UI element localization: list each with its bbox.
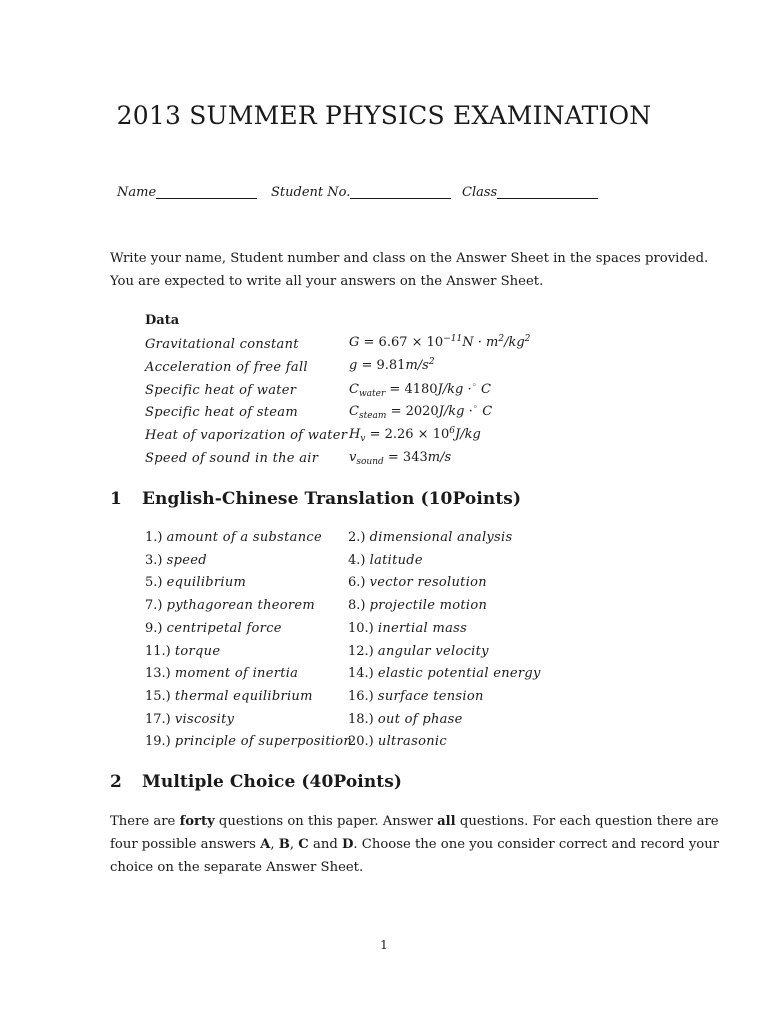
text: ,	[289, 837, 299, 852]
text: There are	[110, 814, 180, 829]
vocab-item	[348, 621, 467, 636]
instruction-line-1: Write your name, Student number and class on the Answer Sheet in the spaces provided.	[110, 251, 709, 266]
option-a: A	[260, 837, 271, 852]
vocab-number: 18.)	[348, 711, 374, 727]
text: questions. For each question there are	[455, 814, 719, 829]
option-d: D	[341, 837, 354, 852]
vocab-number: 12.)	[348, 643, 374, 659]
vocab-number: 2.)	[348, 530, 366, 545]
vocab-term: vector resolution	[369, 575, 487, 591]
option-b: B	[278, 837, 290, 852]
vocab-number: 1.)	[145, 530, 163, 545]
class-label: Class	[462, 185, 498, 200]
text: questions on this paper. Answer	[214, 814, 438, 829]
vocab-item	[348, 644, 489, 659]
vocab-term: speed	[166, 552, 207, 568]
vocab-item	[145, 644, 220, 659]
data-label: Specific heat of water	[145, 383, 297, 398]
data-label: Specific heat of steam	[145, 405, 298, 420]
vocab-number: 3.)	[145, 552, 163, 568]
data-value-vaporization: $H_v = 2.26 \times 10^6J/kg$	[349, 426, 481, 444]
text: and	[308, 837, 342, 852]
vocab-number: 14.)	[348, 666, 374, 682]
vocab-item	[145, 689, 313, 704]
vocab-item	[348, 734, 447, 749]
vocab-item	[145, 598, 315, 613]
vocab-item	[348, 689, 484, 704]
vocab-item	[145, 575, 246, 590]
data-value-gravitational: $G = 6.67 \times 10^{-11}N \cdot m^2/kg^2$	[349, 334, 531, 350]
vocab-number: 15.)	[145, 688, 171, 704]
data-value-heat-steam: $C_{steam} = 2020J/kg \cdot^◦$ C	[349, 403, 493, 421]
section-2-paragraph-line-3: choice on the separate Answer Sheet.	[110, 860, 364, 875]
class-blank	[497, 184, 598, 199]
vocab-term: pythagorean theorem	[166, 598, 316, 614]
vocab-term: angular velocity	[377, 643, 489, 659]
vocab-number: 7.)	[145, 598, 163, 614]
vocab-item	[145, 621, 282, 636]
vocab-term: latitude	[369, 552, 423, 568]
vocab-number: 17.)	[145, 711, 171, 727]
text: four possible answers	[110, 837, 261, 852]
vocab-item	[145, 666, 298, 681]
section-1-title: English-Chinese Translation (10Points)	[142, 489, 522, 509]
vocab-term: torque	[174, 643, 221, 659]
name-blank	[156, 184, 257, 199]
data-value-heat-water: $C_{water} = 4180J/kg \cdot^◦$ C	[349, 381, 492, 399]
vocab-item	[145, 553, 207, 568]
vocab-number: 9.)	[145, 620, 163, 636]
data-value-free-fall: $g = 9.81m/s^2$	[349, 357, 435, 373]
vocab-number: 19.)	[145, 734, 171, 750]
vocab-number: 13.)	[145, 666, 171, 682]
vocab-number: 6.)	[348, 575, 366, 591]
name-label: Name	[117, 185, 157, 200]
vocab-number: 20.)	[348, 734, 374, 750]
section-2-title: Multiple Choice (40Points)	[142, 772, 403, 792]
option-c: C	[298, 837, 309, 852]
section-2-number: 2	[110, 772, 122, 792]
data-value-sound: $v_{sound} = 343m/s$	[349, 450, 452, 467]
vocab-term: amount of a substance	[166, 530, 322, 545]
vocab-item	[348, 553, 423, 568]
vocab-term: out of phase	[377, 711, 463, 727]
data-heading: Data	[145, 313, 180, 328]
data-label: Gravitational constant	[145, 337, 299, 352]
student-no-blank	[350, 184, 451, 199]
student-no-label: Student No.	[271, 185, 351, 200]
vocab-item	[145, 712, 234, 727]
vocab-item	[348, 530, 512, 545]
vocab-item	[145, 734, 352, 749]
emphasis: all	[437, 814, 456, 829]
vocab-number: 5.)	[145, 575, 163, 591]
page-title: 2013 SUMMER PHYSICS EXAMINATION	[116, 101, 652, 130]
section-2-paragraph-line-2	[110, 837, 719, 852]
vocab-term: thermal equilibrium	[174, 688, 313, 704]
vocab-term: ultrasonic	[377, 734, 447, 750]
vocab-term: principle of superposition	[174, 734, 353, 750]
student-no-field	[271, 184, 451, 200]
vocab-item	[145, 530, 322, 545]
vocab-number: 11.)	[145, 643, 171, 659]
vocab-term: viscosity	[174, 711, 235, 727]
name-field	[117, 184, 257, 200]
vocab-number: 4.)	[348, 552, 366, 568]
vocab-number: 8.)	[348, 598, 366, 614]
vocab-number: 10.)	[348, 620, 374, 636]
page-number: 1	[380, 938, 388, 952]
vocab-term: equilibrium	[166, 575, 247, 591]
vocab-term: inertial mass	[377, 620, 468, 636]
emphasis: forty	[179, 814, 215, 829]
vocab-term: centripetal force	[166, 620, 282, 636]
section-2-paragraph-line-1	[110, 814, 719, 829]
vocab-item	[348, 712, 463, 727]
data-label: Heat of vaporization of water	[145, 428, 348, 443]
vocab-term: projectile motion	[369, 598, 488, 614]
vocab-item	[348, 598, 487, 613]
vocab-term: dimensional analysis	[369, 530, 513, 545]
data-label: Acceleration of free fall	[145, 360, 308, 375]
vocab-item	[348, 666, 541, 681]
vocab-item	[348, 575, 487, 590]
vocab-term: surface tension	[377, 688, 484, 704]
data-label: Speed of sound in the air	[145, 451, 319, 466]
vocab-number: 16.)	[348, 688, 374, 704]
text: ,	[270, 837, 279, 852]
class-field	[462, 184, 598, 200]
text: . Choose the one you consider correct and record your	[353, 837, 720, 852]
vocab-term: elastic potential energy	[377, 666, 541, 682]
instruction-line-2: You are expected to write all your answers on the Answer Sheet.	[110, 274, 544, 289]
section-1-number: 1	[110, 489, 122, 509]
vocab-term: moment of inertia	[174, 666, 299, 682]
